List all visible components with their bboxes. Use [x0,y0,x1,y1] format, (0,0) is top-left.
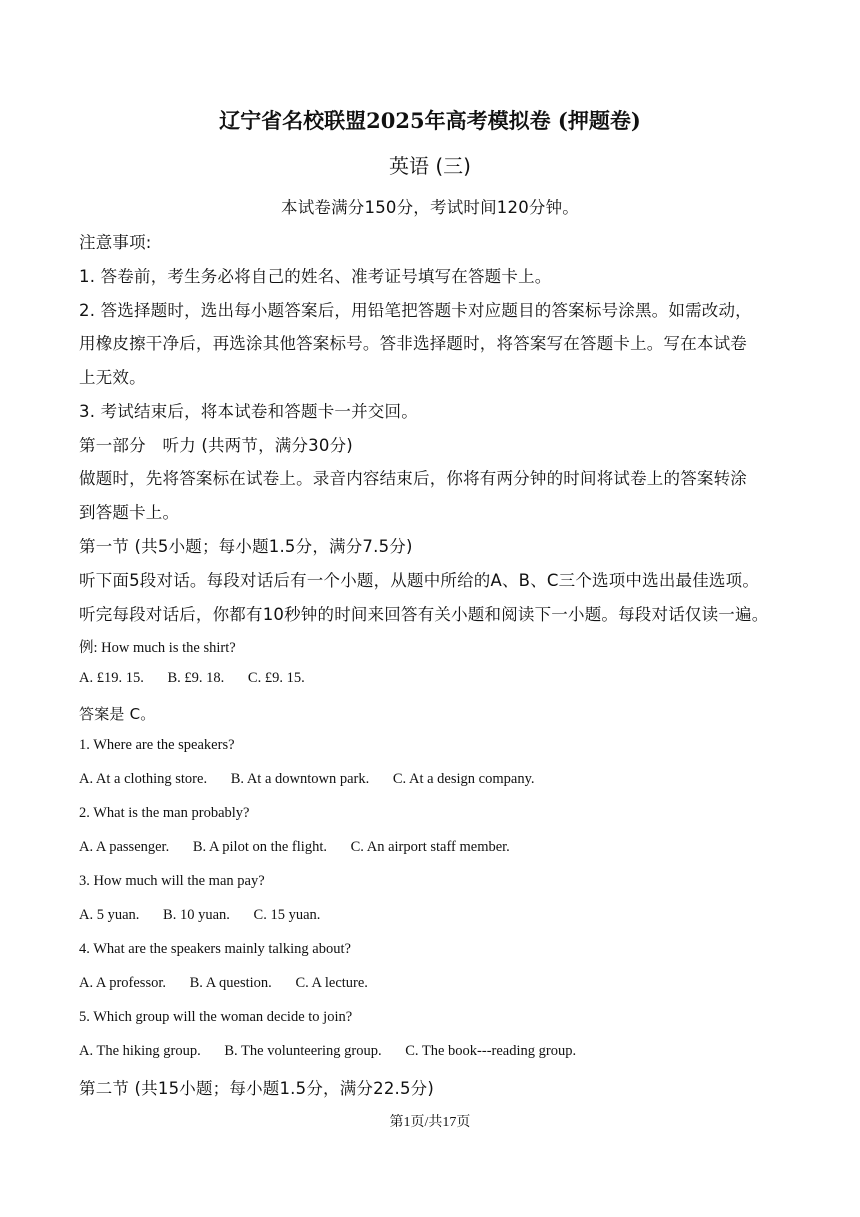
page-indicator: 第1页/共17页 [389,1115,471,1130]
option: C. £9. 15. [247,670,305,686]
option: A. The hiking group. [79,1043,201,1059]
exam-info: 本试卷满分150分，考试时间120分钟。 [281,198,579,217]
note-item: 上无效。 [79,368,146,387]
option: C. At a design company. [392,771,535,787]
example-options [79,670,325,687]
question-1-options [79,771,555,788]
example-question: 例: How much is the shirt? [79,640,236,656]
question-3: 3. How much will the man pay? [79,873,265,889]
question-3-options [79,907,340,924]
option: B. A pilot on the flight. [192,839,327,855]
notes-heading: 注意事项: [79,233,152,252]
option: B. 10 yuan. [163,907,230,923]
note-item: 2. 答选择题时，选出每小题答案后，用铅笔把答题卡对应题目的答案标号涂黑。如需改动， [79,301,752,320]
option: B. A question. [189,975,272,991]
part1-instruction: 到答题卡上。 [79,503,180,522]
option: C. The book---reading group. [405,1043,577,1059]
section2-heading: 第二节 (共15小题；每小题1.5分，满分22.5分) [79,1079,434,1098]
exam-title: 辽宁省名校联盟2025年高考模拟卷 (押题卷) [219,108,641,133]
example-answer: 答案是 C。 [79,705,156,723]
option: A. 5 yuan. [79,907,140,923]
option: A. At a clothing store. [79,771,208,787]
question-5: 5. Which group will the woman decide to join? [79,1009,353,1025]
option: B. £9. 18. [167,670,225,686]
section1-instruction: 听下面5段对话。每段对话后有一个小题，从题中所给的A、B、C三个选项中选出最佳选项。 [79,571,760,590]
section1-instruction: 听完每段对话后，你都有10秒钟的时间来回答有关小题和阅读下一小题。每段对话仅读一遍。 [79,605,769,624]
exam-subject: 英语 (三) [389,154,471,178]
part1-heading: 第一部分 听力 (共两节，满分30分) [79,436,353,455]
option: B. The volunteering group. [224,1043,382,1059]
question-2: 2. What is the man probably? [79,805,250,821]
option: A. A passenger. [79,839,170,855]
note-item: 3. 考试结束后，将本试卷和答题卡一并交回。 [79,402,418,421]
question-2-options [79,839,530,856]
option: A. A professor. [79,975,166,991]
option: B. At a downtown park. [230,771,370,787]
section1-heading: 第一节 (共5小题；每小题1.5分，满分7.5分) [79,537,413,556]
note-item: 用橡皮擦干净后，再选涂其他答案标号。答非选择题时，将答案写在答题卡上。写在本试卷 [79,334,747,353]
option: C. A lecture. [295,975,368,991]
option: A. £19. 15. [79,670,144,686]
part1-instruction: 做题时，先将答案标在试卷上。录音内容结束后，你将有两分钟的时间将试卷上的答案转涂 [79,469,747,488]
question-4: 4. What are the speakers mainly talking about? [79,941,351,957]
question-1: 1. Where are the speakers? [79,737,235,753]
question-5-options [79,1043,596,1060]
option: C. An airport staff member. [350,839,510,855]
note-item: 1. 答卷前，考生务必将自己的姓名、准考证号填写在答题卡上。 [79,267,552,286]
question-4-options [79,975,388,992]
option: C. 15 yuan. [253,907,321,923]
